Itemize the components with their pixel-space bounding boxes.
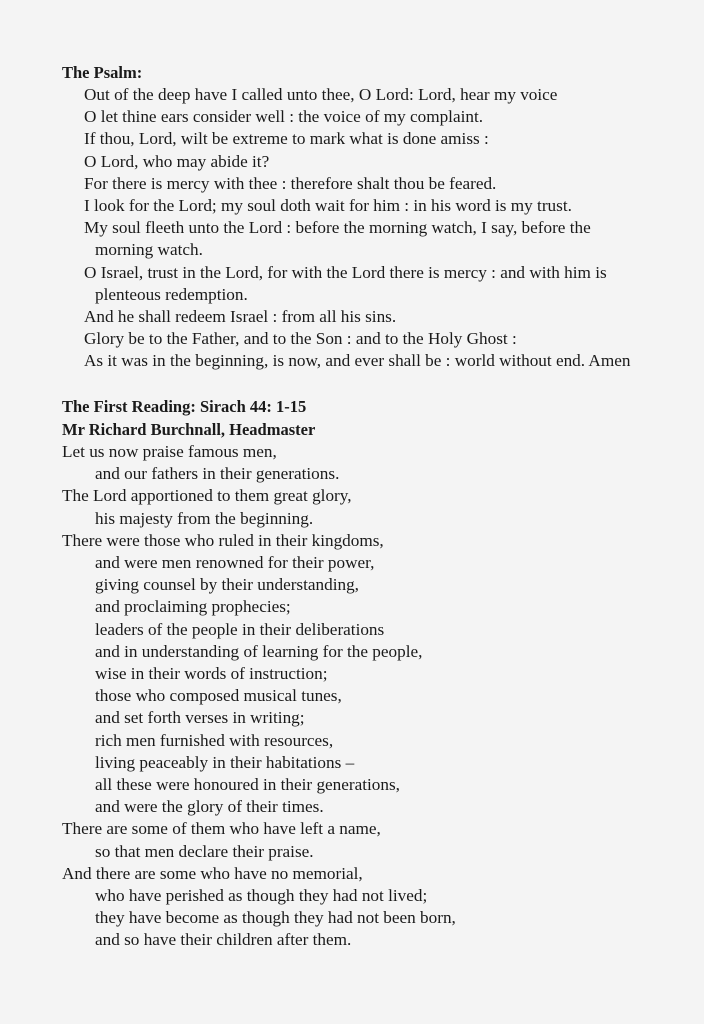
text-line: Glory be to the Father, and to the Son : and to the Holy Ghost :: [84, 329, 517, 349]
text-line: If thou, Lord, wilt be extreme to mark what is done amiss :: [84, 129, 489, 149]
text-line: And there are some who have no memorial,: [62, 863, 363, 883]
text-line: As it was in the beginning, is now, and ever shall be : world without end. Amen: [84, 351, 631, 371]
text-line: I look for the Lord; my soul doth wait for him : in his word is my trust.: [84, 196, 572, 215]
text-line: For there is mercy with thee : therefore shalt thou be feared.: [84, 173, 497, 193]
text-line: giving counsel by their understanding,: [95, 575, 359, 595]
text-line: There were those who ruled in their kingdoms,: [62, 530, 384, 550]
text-line: his majesty from the beginning.: [95, 508, 314, 528]
psalm-heading: The Psalm:: [62, 63, 143, 82]
text-line: Out of the deep have I called unto thee, O Lord: Lord, hear my voice: [84, 85, 558, 104]
text-line: and were men renowned for their power,: [95, 553, 375, 572]
text-line: plenteous redemption.: [95, 284, 248, 304]
text-line: O Israel, trust in the Lord, for with the Lord there is mercy : and with him is: [84, 262, 607, 282]
text-line: The Lord apportioned to them great glory,: [62, 486, 352, 506]
text-line: and proclaiming prophecies;: [95, 597, 291, 617]
text-line: and our fathers in their generations.: [95, 464, 340, 484]
text-line: those who composed musical tunes,: [95, 686, 342, 706]
text-line: who have perished as though they had not lived;: [95, 886, 428, 905]
text-line: and were the glory of their times.: [95, 797, 324, 817]
text-line: and set forth verses in writing;: [95, 708, 305, 728]
text-line: living peaceably in their habitations –: [95, 752, 355, 772]
text-line: and so have their children after them.: [95, 930, 352, 950]
text-line: all these were honoured in their generations,: [95, 775, 400, 794]
text-line: O let thine ears consider well : the voice of my complaint.: [84, 107, 484, 127]
reading-heading: The First Reading: Sirach 44: 1-15: [62, 397, 307, 416]
text-line: Let us now praise famous men,: [62, 442, 277, 461]
text-line: And he shall redeem Israel : from all his sins.: [84, 307, 397, 326]
text-line: they have become as though they had not been born,: [95, 908, 456, 928]
text-line: O Lord, who may abide it?: [84, 151, 270, 171]
text-line: rich men furnished with resources,: [95, 730, 334, 750]
text-line: wise in their words of instruction;: [95, 664, 328, 683]
text-line: morning watch.: [95, 240, 203, 260]
text-line: My soul fleeth unto the Lord : before the morning watch, I say, before the: [84, 218, 591, 238]
text-line: so that men declare their praise.: [95, 841, 314, 861]
text-line: leaders of the people in their deliberations: [95, 619, 385, 639]
text-line: There are some of them who have left a name,: [62, 819, 381, 839]
reader-name: Mr Richard Burchnall, Headmaster: [62, 420, 316, 439]
text-line: and in understanding of learning for the people,: [95, 641, 423, 661]
